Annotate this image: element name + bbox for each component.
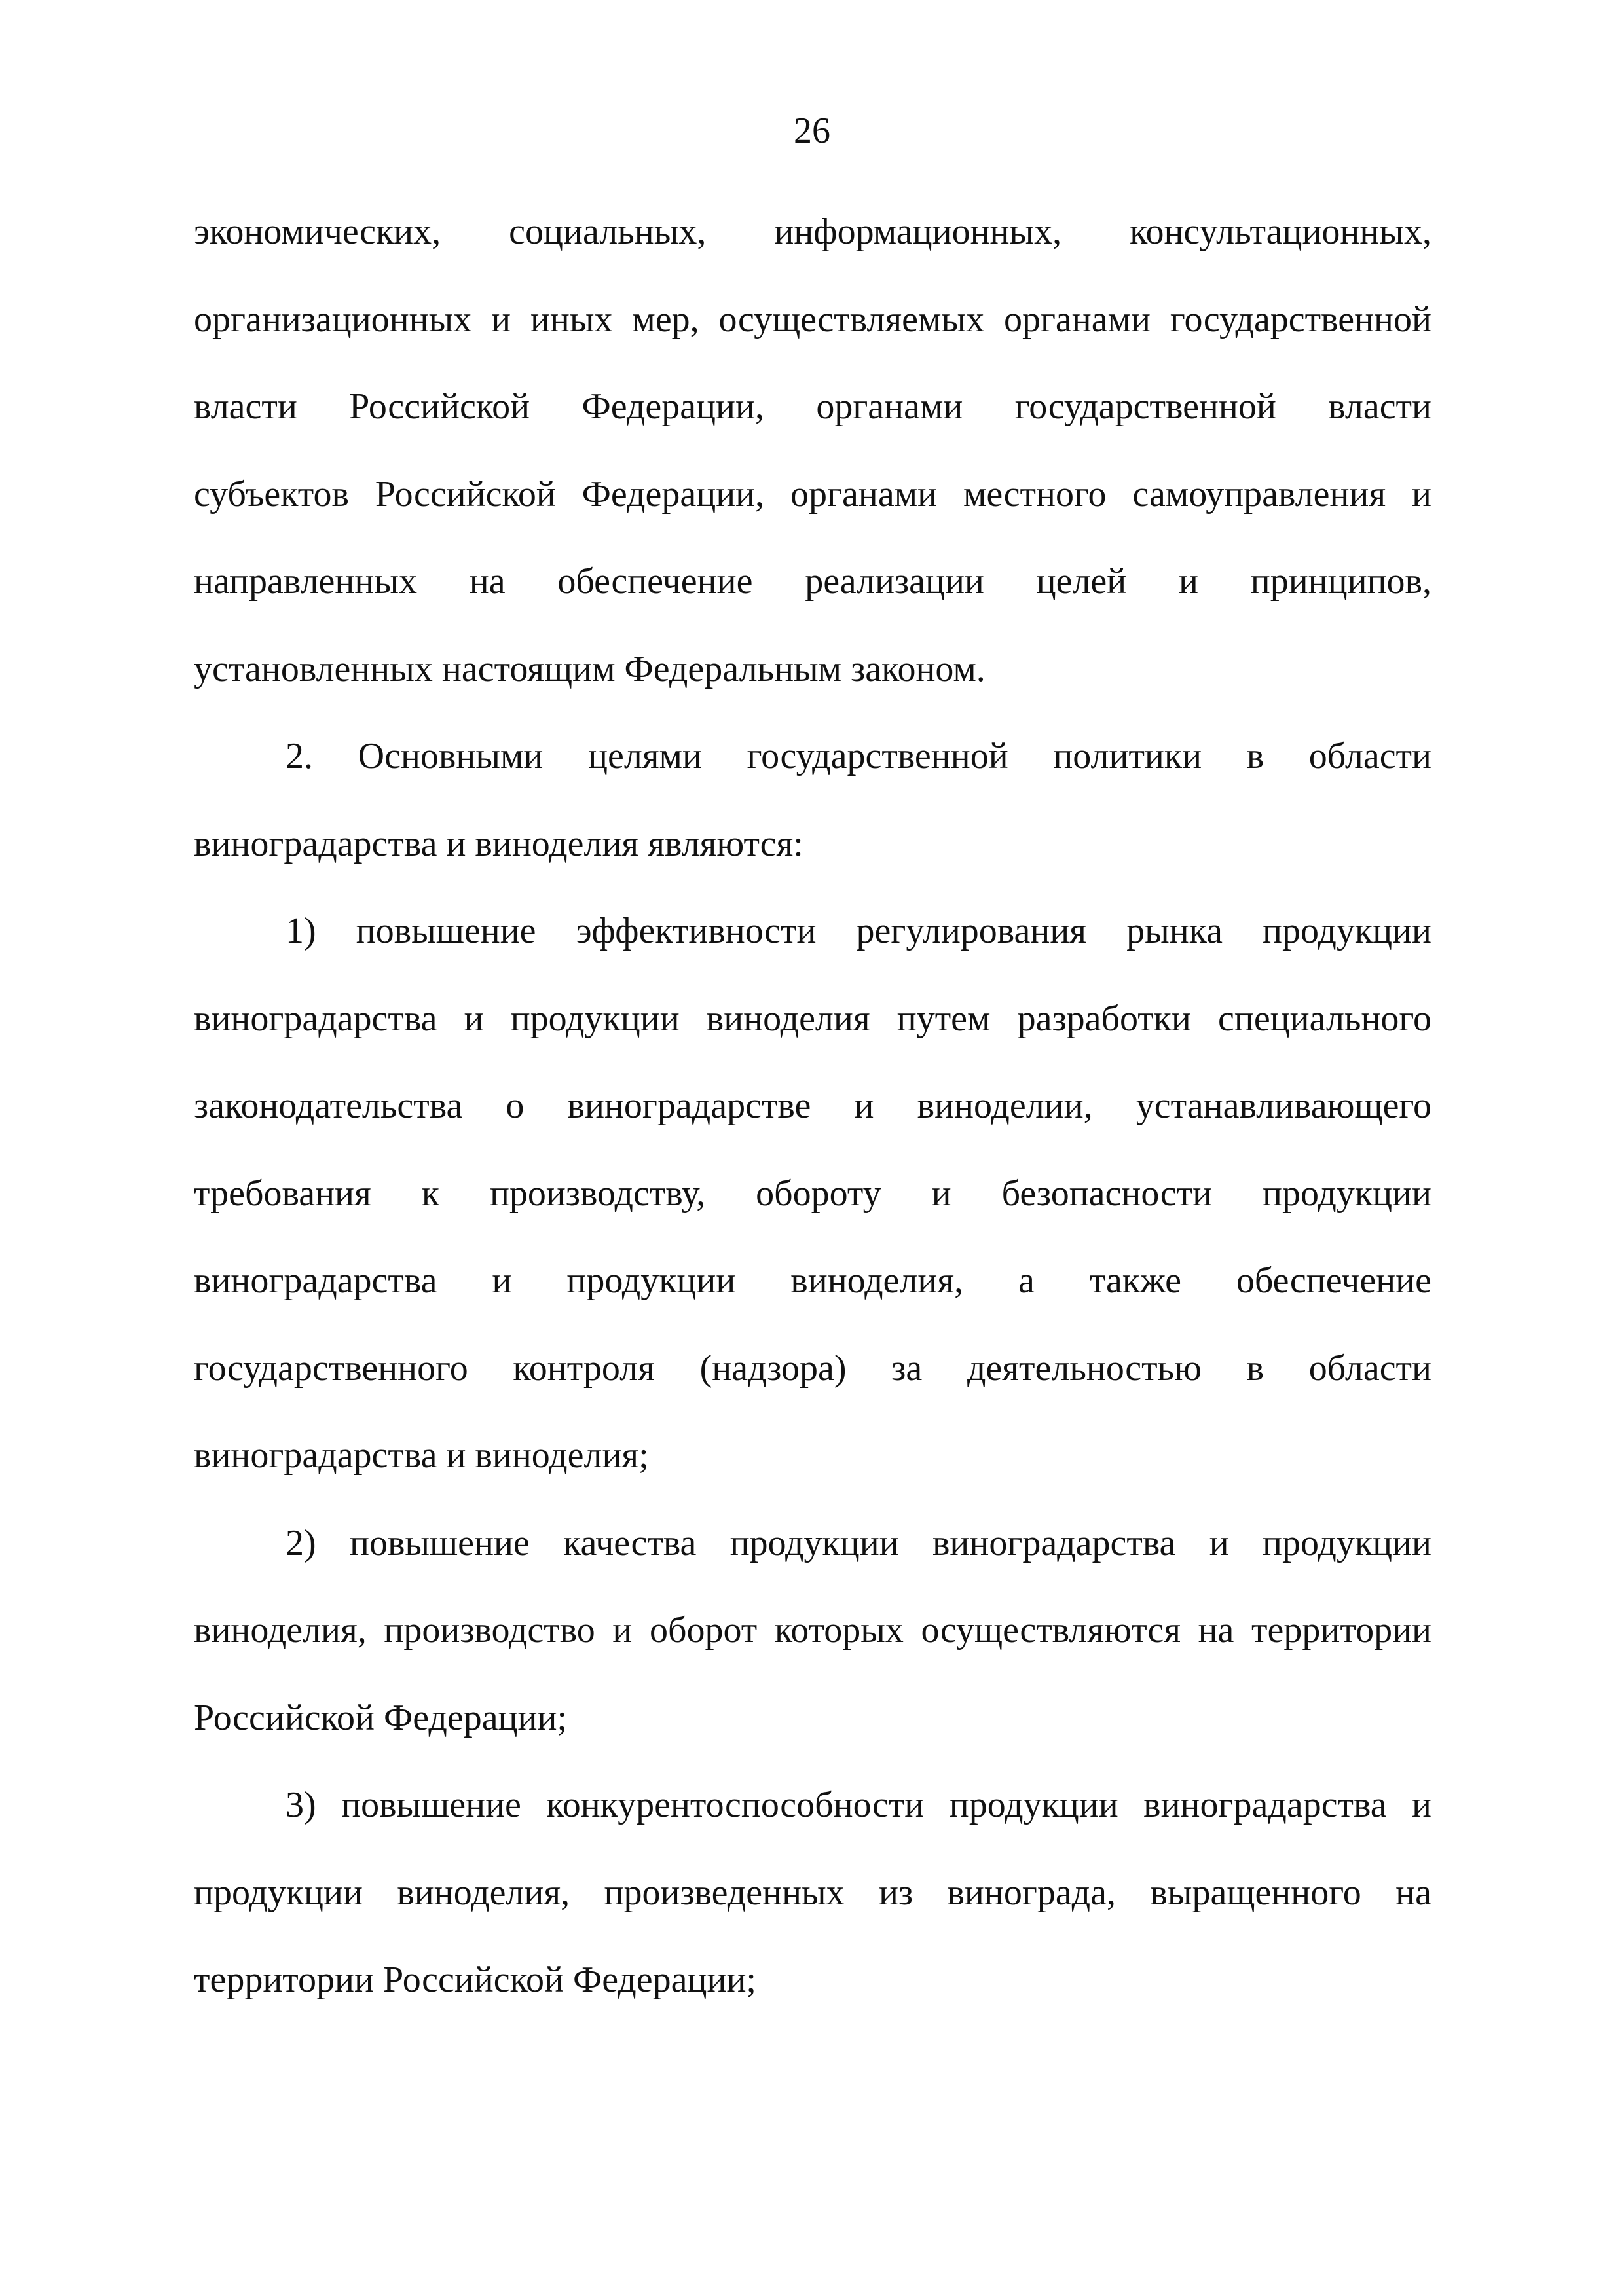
paragraph-subitem-3: [194, 1762, 1431, 2024]
page-number: 26: [794, 111, 830, 151]
text-line: требования к производству, обороту и безопасности продукции: [194, 1173, 1431, 1214]
text-line: 2. Основными целями государственной политики в области: [286, 736, 1431, 776]
text-line: виноградарства и виноделия являются:: [194, 823, 803, 864]
text-line: законодательства о виноградарстве и виноделии, устанавливающего: [194, 1085, 1431, 1126]
text-line: виноградарства и виноделия;: [194, 1435, 649, 1476]
text-line: 1) повышение эффективности регулирования рынка продукции: [286, 911, 1431, 951]
text-line: власти Российской Федерации, органами государственной власти: [194, 386, 1431, 427]
paragraph-item-2: [194, 713, 1431, 888]
text-line: виноградарства и продукции виноделия, а также обеспечение: [194, 1260, 1431, 1301]
text-line: субъектов Российской Федерации, органами местного самоуправления и: [194, 473, 1431, 515]
text-line: продукции виноделия, произведенных из винограда, выращенного на: [194, 1872, 1431, 1913]
text-line: 2) повышение качества продукции виноградарства и продукции: [286, 1522, 1431, 1563]
document-body: [194, 189, 1431, 2024]
text-line: Российской Федерации;: [194, 1697, 568, 1738]
text-line: 3) повышение конкурентоспособности продукции виноградарства и: [286, 1785, 1431, 1825]
text-line: виноградарства и продукции виноделия путем разработки специального: [194, 998, 1431, 1039]
paragraph-continuation: [194, 189, 1431, 713]
text-line: экономических, социальных, информационных, консультационных,: [194, 211, 1431, 252]
text-line: установленных настоящим Федеральным законом.: [194, 648, 986, 689]
text-line: виноделия, производство и оборот которых осуществляются на территории: [194, 1610, 1431, 1650]
text-line: организационных и иных мер, осуществляемых органами государственной: [194, 299, 1431, 340]
text-line: территории Российской Федерации;: [194, 1959, 756, 2000]
paragraph-subitem-2: [194, 1500, 1431, 1762]
text-line: государственного контроля (надзора) за деятельностью в области: [194, 1347, 1431, 1389]
paragraph-subitem-1: [194, 888, 1431, 1500]
text-line: направленных на обеспечение реализации целей и принципов,: [194, 561, 1431, 602]
